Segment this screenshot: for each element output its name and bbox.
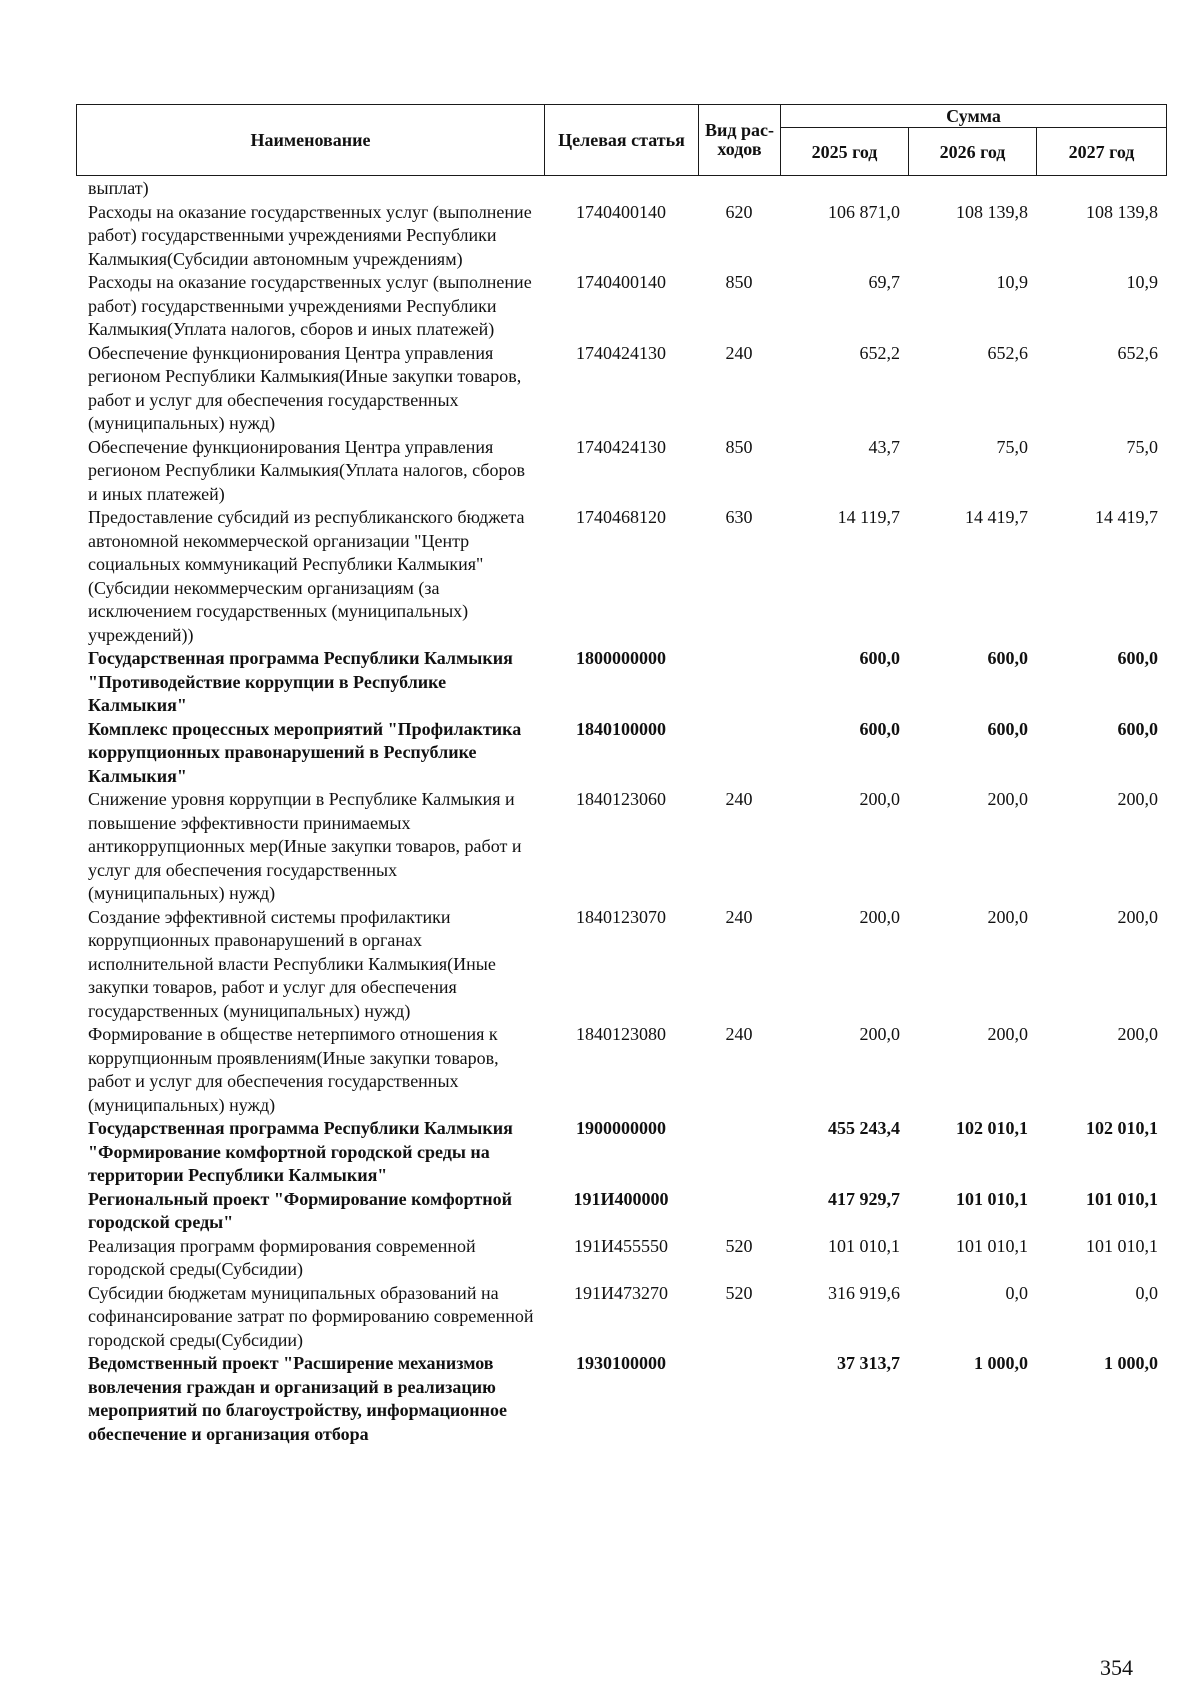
table-row — [76, 718, 1166, 789]
row-expense-kind: 240 — [725, 1024, 753, 1044]
row-target-article: 1740400140 — [576, 201, 666, 222]
row-sum-2027: 0,0 — [1135, 1282, 1158, 1303]
budget-table-body — [76, 177, 1166, 1446]
row-name: Ведомственный проект "Расширение механизмов вовлечения граждан и организаций в реализацию мероприятий по благоустройству, информационное обеспечение и организация отбора — [88, 1353, 507, 1444]
row-expense-kind: 850 — [725, 436, 753, 457]
row-name: Формирование в обществе нетерпимого отношения к коррупционным проявлениям(Иные закупки товаров, работ и услуг для обеспечения государственных (муниципальных) нужд) — [88, 1024, 499, 1115]
row-sum-2026: 652,6 — [987, 342, 1028, 363]
row-sum-2027: 200,0 — [1117, 1024, 1158, 1044]
header-sum: Сумма — [781, 105, 1167, 128]
row-expense-kind: 520 — [725, 1282, 753, 1303]
row-sum-2025: 417 929,7 — [828, 1188, 900, 1209]
row-sum-2025: 101 010,1 — [828, 1235, 900, 1256]
row-sum-2027: 101 010,1 — [1086, 1188, 1158, 1209]
row-target-article: 1930100000 — [576, 1353, 666, 1373]
row-name: выплат) — [88, 178, 149, 198]
table-row — [76, 271, 1166, 342]
row-name: Региональный проект "Формирование комфортной городской среды" — [88, 1188, 513, 1232]
row-sum-2025: 69,7 — [868, 272, 900, 292]
row-sum-2025: 106 871,0 — [828, 201, 900, 222]
row-sum-2025: 600,0 — [859, 718, 900, 739]
row-name: Предоставление субсидий из республиканского бюджета автономной некоммерческой организации "Центр социальных коммуникаций Республики Калмыкия"(Субсидии некоммерческим организациям (за исключением государственных (муниципальных) учреждений)) — [88, 507, 525, 645]
row-sum-2026: 200,0 — [987, 789, 1028, 809]
row-sum-2027: 14 419,7 — [1095, 507, 1158, 527]
row-target-article: 191И473270 — [574, 1282, 668, 1303]
row-name: Комплекс процессных мероприятий "Профилактика коррупционных правонарушений в Республике Калмыкия" — [88, 718, 522, 786]
row-expense-kind: 630 — [725, 507, 753, 527]
table-row — [76, 1188, 1166, 1235]
row-expense-kind — [698, 1352, 780, 1446]
table-row — [76, 1023, 1166, 1117]
row-sum-2025: 316 919,6 — [828, 1282, 900, 1303]
row-sum-2027 — [1036, 177, 1166, 201]
row-sum-2026: 102 010,1 — [956, 1118, 1028, 1138]
row-expense-kind: 240 — [725, 342, 753, 363]
row-sum-2025: 200,0 — [859, 1024, 900, 1044]
row-sum-2027: 600,0 — [1117, 648, 1158, 668]
page-number: 354 — [1100, 1655, 1133, 1680]
row-sum-2027: 1 000,0 — [1104, 1353, 1158, 1373]
row-sum-2026: 101 010,1 — [956, 1188, 1028, 1209]
row-target-article: 191И455550 — [574, 1235, 668, 1256]
row-sum-2025: 600,0 — [859, 648, 900, 668]
row-sum-2026: 10,9 — [996, 272, 1028, 292]
row-target-article: 1840100000 — [576, 718, 666, 739]
table-row — [76, 788, 1166, 906]
row-name: Создание эффективной системы профилактики коррупционных правонарушений в органах исполнительной власти Республики Калмыкия(Иные закупки товаров, работ и услуг для обеспечения государственных (муниципальных) нужд) — [88, 906, 496, 1021]
row-sum-2026: 1 000,0 — [974, 1353, 1028, 1373]
table-row — [76, 1352, 1166, 1446]
table-row — [76, 906, 1166, 1024]
row-sum-2026: 101 010,1 — [956, 1235, 1028, 1256]
row-name: Расходы на оказание государственных услуг (выполнение работ) государственными учреждениями Республики Калмыкия(Уплата налогов, сборов и иных платежей) — [88, 272, 532, 339]
row-expense-kind: 240 — [725, 789, 753, 809]
row-sum-2025: 43,7 — [868, 436, 900, 457]
header-year-2025: 2025 год — [781, 128, 909, 176]
row-name: Государственная программа Республики Калмыкия "Формирование комфортной городской среды на территории Республики Калмыкия" — [88, 1118, 513, 1185]
table-row — [76, 1235, 1166, 1282]
row-expense-kind — [698, 647, 780, 718]
row-sum-2026 — [908, 177, 1036, 201]
table-row — [76, 506, 1166, 647]
header-year-2027: 2027 год — [1037, 128, 1167, 176]
row-sum-2025: 14 119,7 — [837, 507, 900, 527]
row-sum-2026: 600,0 — [987, 648, 1028, 668]
header-year-2026: 2026 год — [909, 128, 1037, 176]
header-name: Наименование — [77, 105, 545, 176]
row-sum-2026: 600,0 — [987, 718, 1028, 739]
row-name: Обеспечение функционирования Центра управления регионом Республики Калмыкия(Иные закупки товаров, работ и услуг для обеспечения государственных (муниципальных) нужд) — [88, 342, 522, 433]
row-target-article: 1740400140 — [576, 272, 666, 292]
table-row — [76, 436, 1166, 507]
row-expense-kind — [698, 1188, 780, 1235]
table-row — [76, 1117, 1166, 1188]
row-target-article: 1840123080 — [576, 1024, 666, 1044]
row-sum-2025 — [780, 177, 908, 201]
row-name: Расходы на оказание государственных услуг (выполнение работ) государственными учреждениями Республики Калмыкия(Субсидии автономным учреждениям) — [88, 201, 532, 269]
table-row — [76, 342, 1166, 436]
row-sum-2027: 108 139,8 — [1086, 201, 1158, 222]
row-sum-2025: 200,0 — [859, 906, 900, 927]
header-target-article: Целевая статья — [545, 105, 699, 176]
row-sum-2025: 455 243,4 — [828, 1118, 900, 1138]
row-sum-2027: 652,6 — [1117, 342, 1158, 363]
row-name: Субсидии бюджетам муниципальных образований на софинансирование затрат по формированию современной городской среды(Субсидии) — [88, 1282, 534, 1350]
row-expense-kind: 850 — [725, 272, 753, 292]
row-sum-2025: 652,2 — [859, 342, 900, 363]
row-target-article: 1900000000 — [576, 1118, 666, 1138]
table-row — [76, 647, 1166, 718]
row-expense-kind: 520 — [725, 1235, 753, 1256]
table-header — [76, 104, 1167, 176]
row-target-article — [544, 177, 698, 201]
table-row — [76, 1282, 1166, 1353]
row-sum-2026: 200,0 — [987, 906, 1028, 927]
row-name: Обеспечение функционирования Центра управления регионом Республики Калмыкия(Уплата налогов, сборов и иных платежей) — [88, 436, 525, 504]
table-row — [76, 177, 1166, 201]
table-row — [76, 201, 1166, 272]
row-target-article: 1740424130 — [576, 342, 666, 363]
row-name: Государственная программа Республики Калмыкия "Противодействие коррупции в Республике Калмыкия" — [88, 648, 513, 715]
row-target-article: 1740468120 — [576, 507, 666, 527]
row-name: Снижение уровня коррупции в Республике Калмыкия и повышение эффективности принимаемых антикоррупционных мер(Иные закупки товаров, работ и услуг для обеспечения государственных (муниципальных) нужд) — [88, 789, 522, 903]
row-sum-2026: 0,0 — [1005, 1282, 1028, 1303]
row-sum-2026: 14 419,7 — [965, 507, 1028, 527]
row-target-article: 1800000000 — [576, 648, 666, 668]
row-sum-2026: 200,0 — [987, 1024, 1028, 1044]
budget-table — [76, 177, 1166, 1446]
row-target-article: 1840123060 — [576, 789, 666, 809]
row-sum-2027: 101 010,1 — [1086, 1235, 1158, 1256]
row-name: Реализация программ формирования современной городской среды(Субсидии) — [88, 1235, 476, 1279]
row-expense-kind — [698, 718, 780, 789]
header-expense-kind: Вид рас-ходов — [699, 105, 781, 176]
row-target-article: 1840123070 — [576, 906, 666, 927]
row-sum-2027: 102 010,1 — [1086, 1118, 1158, 1138]
row-sum-2027: 600,0 — [1117, 718, 1158, 739]
row-expense-kind: 240 — [725, 906, 753, 927]
row-expense-kind — [698, 177, 780, 201]
row-expense-kind: 620 — [725, 201, 753, 222]
row-sum-2027: 200,0 — [1117, 789, 1158, 809]
row-target-article: 1740424130 — [576, 436, 666, 457]
row-expense-kind — [698, 1117, 780, 1188]
row-sum-2026: 75,0 — [996, 436, 1028, 457]
row-sum-2027: 10,9 — [1126, 272, 1158, 292]
row-sum-2025: 200,0 — [859, 789, 900, 809]
row-sum-2027: 200,0 — [1117, 906, 1158, 927]
row-sum-2025: 37 313,7 — [837, 1353, 900, 1373]
row-sum-2027: 75,0 — [1126, 436, 1158, 457]
row-target-article: 191И400000 — [573, 1188, 669, 1209]
row-sum-2026: 108 139,8 — [956, 201, 1028, 222]
